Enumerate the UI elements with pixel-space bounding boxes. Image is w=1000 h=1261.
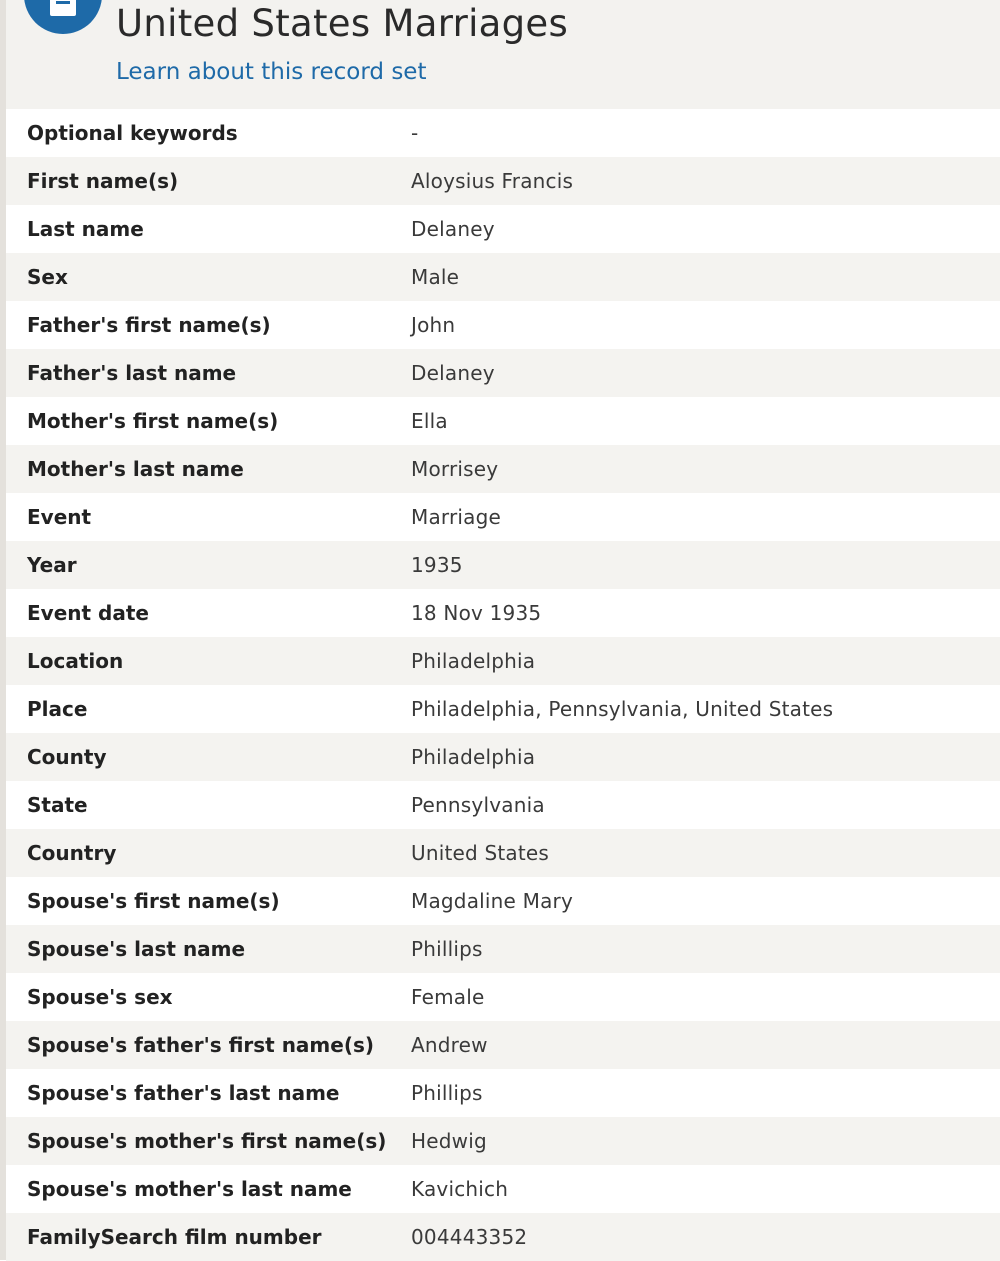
field-label: Location xyxy=(27,649,124,673)
field-row-spouses-sex xyxy=(6,973,1000,1021)
field-value: Kavichich xyxy=(411,1177,509,1201)
field-label: Event xyxy=(27,505,92,529)
record-header xyxy=(6,0,1000,109)
field-row-optional-keywords xyxy=(6,109,1000,157)
field-row-spouses-mothers-first-names xyxy=(6,1117,1000,1165)
field-label: County xyxy=(27,745,107,769)
field-value: 1935 xyxy=(411,553,463,577)
field-value: 18 Nov 1935 xyxy=(411,601,542,625)
field-row-spouses-last-name xyxy=(6,925,1000,973)
field-value: - xyxy=(411,121,419,145)
field-row-spouses-fathers-first-names xyxy=(6,1021,1000,1069)
field-label: Spouse's sex xyxy=(27,985,173,1009)
field-label: Spouse's father's last name xyxy=(27,1081,340,1105)
field-label: Country xyxy=(27,841,117,865)
field-label: First name(s) xyxy=(27,169,179,193)
field-value: 004443352 xyxy=(411,1225,528,1249)
field-label: Spouse's father's first name(s) xyxy=(27,1033,375,1057)
field-label: Father's last name xyxy=(27,361,237,385)
field-value: John xyxy=(411,313,456,337)
field-label: Mother's last name xyxy=(27,457,244,481)
record-set-title: United States Marriages xyxy=(116,2,569,45)
field-label: Year xyxy=(27,553,77,577)
field-value: Philadelphia, Pennsylvania, United States xyxy=(411,697,834,721)
field-label: Mother's first name(s) xyxy=(27,409,279,433)
record-details-table xyxy=(6,109,1000,1261)
field-label: Father's first name(s) xyxy=(27,313,271,337)
field-label: Spouse's mother's last name xyxy=(27,1177,352,1201)
field-row-year xyxy=(6,541,1000,589)
field-value: Aloysius Francis xyxy=(411,169,574,193)
field-value: United States xyxy=(411,841,550,865)
field-row-county xyxy=(6,733,1000,781)
field-row-spouses-fathers-last-name xyxy=(6,1069,1000,1117)
field-label: Spouse's mother's first name(s) xyxy=(27,1129,387,1153)
field-row-event xyxy=(6,493,1000,541)
field-row-fathers-first-names xyxy=(6,301,1000,349)
field-row-state xyxy=(6,781,1000,829)
field-value: Delaney xyxy=(411,361,495,385)
field-value: Phillips xyxy=(411,937,483,961)
field-value: Philadelphia xyxy=(411,745,536,769)
field-label: State xyxy=(27,793,88,817)
field-row-country xyxy=(6,829,1000,877)
field-label: Last name xyxy=(27,217,144,241)
field-value: Hedwig xyxy=(411,1129,487,1153)
field-row-film-number xyxy=(6,1213,1000,1261)
field-value: Philadelphia xyxy=(411,649,536,673)
field-row-sex xyxy=(6,253,1000,301)
document-icon xyxy=(24,0,102,34)
field-row-mothers-last-name xyxy=(6,445,1000,493)
field-value: Ella xyxy=(411,409,448,433)
field-row-last-name xyxy=(6,205,1000,253)
field-value: Male xyxy=(411,265,460,289)
field-value: Delaney xyxy=(411,217,495,241)
field-value: Marriage xyxy=(411,505,502,529)
field-value: Female xyxy=(411,985,485,1009)
field-row-location xyxy=(6,637,1000,685)
field-label: Sex xyxy=(27,265,68,289)
field-value: Pennsylvania xyxy=(411,793,545,817)
field-row-place xyxy=(6,685,1000,733)
field-row-first-names xyxy=(6,157,1000,205)
learn-about-record-set-link[interactable]: Learn about this record set xyxy=(116,59,427,85)
field-value: Morrisey xyxy=(411,457,499,481)
field-label: Spouse's first name(s) xyxy=(27,889,280,913)
field-label: FamilySearch film number xyxy=(27,1225,322,1249)
field-value: Phillips xyxy=(411,1081,483,1105)
field-label: Place xyxy=(27,697,88,721)
field-label: Spouse's last name xyxy=(27,937,246,961)
field-label: Event date xyxy=(27,601,149,625)
field-label: Optional keywords xyxy=(27,121,238,145)
field-value: Andrew xyxy=(411,1033,488,1057)
field-row-mothers-first-names xyxy=(6,397,1000,445)
field-row-spouses-first-names xyxy=(6,877,1000,925)
field-value: Magdaline Mary xyxy=(411,889,573,913)
field-row-spouses-mothers-last-name xyxy=(6,1165,1000,1213)
field-row-event-date xyxy=(6,589,1000,637)
field-row-fathers-last-name xyxy=(6,349,1000,397)
